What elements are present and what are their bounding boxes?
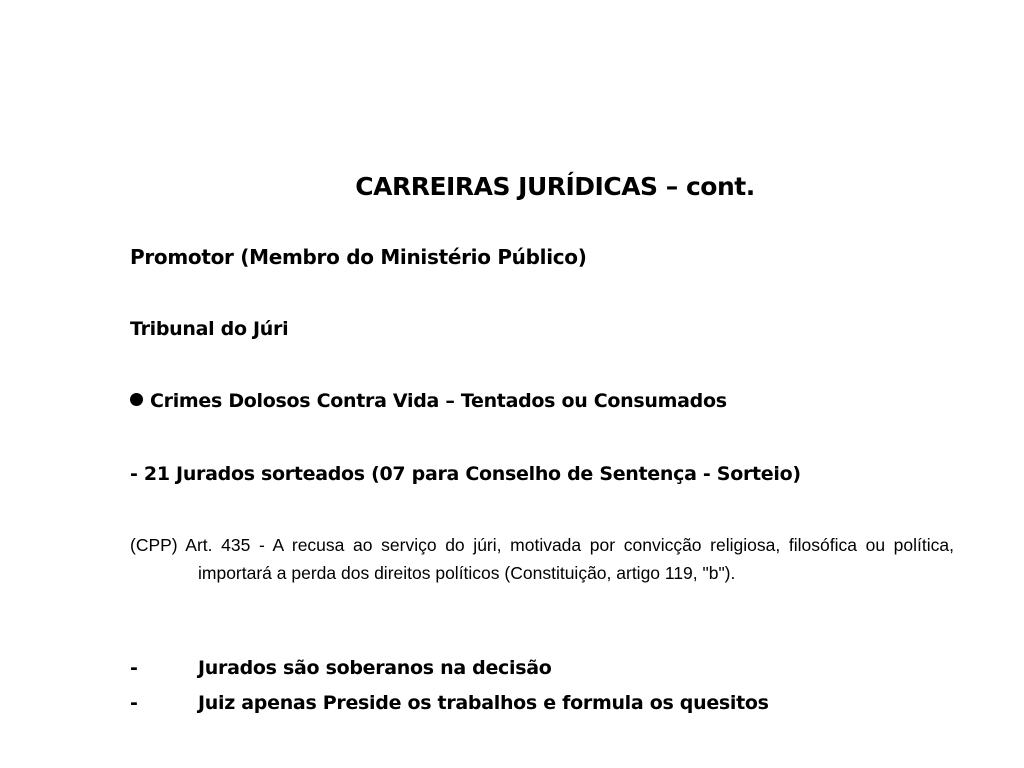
list-item (130, 657, 552, 679)
jurados-line: - 21 Jurados sorteados (07 para Conselho de Sentença - Sorteio) (130, 463, 801, 485)
subtitle-promotor: Promotor (Membro do Ministério Público) (130, 245, 587, 269)
list-item-marker: - (130, 657, 138, 679)
list-item (130, 692, 769, 714)
bullet-crimes-text: Crimes Dolosos Contra Vida – Tentados ou Consumados (150, 390, 727, 412)
bullet-crimes (130, 390, 727, 412)
list-item-text: Jurados são soberanos na decisão (198, 657, 552, 679)
list-item-marker: - (130, 692, 138, 714)
cpp-paragraph: (CPP) Art. 435 - A recusa ao serviço do júri, motivada por convicção religiosa, filosófica ou política, importará a perda dos direitos políticos (Constituição, artigo 119, "b"). (130, 535, 954, 583)
section-tribunal: Tribunal do Júri (130, 318, 289, 340)
list-item-text: Juiz apenas Preside os trabalhos e formula os quesitos (198, 692, 769, 714)
bullet-dot-icon (130, 393, 143, 406)
slide-title: CARREIRAS JURÍDICAS – cont. (355, 172, 755, 201)
